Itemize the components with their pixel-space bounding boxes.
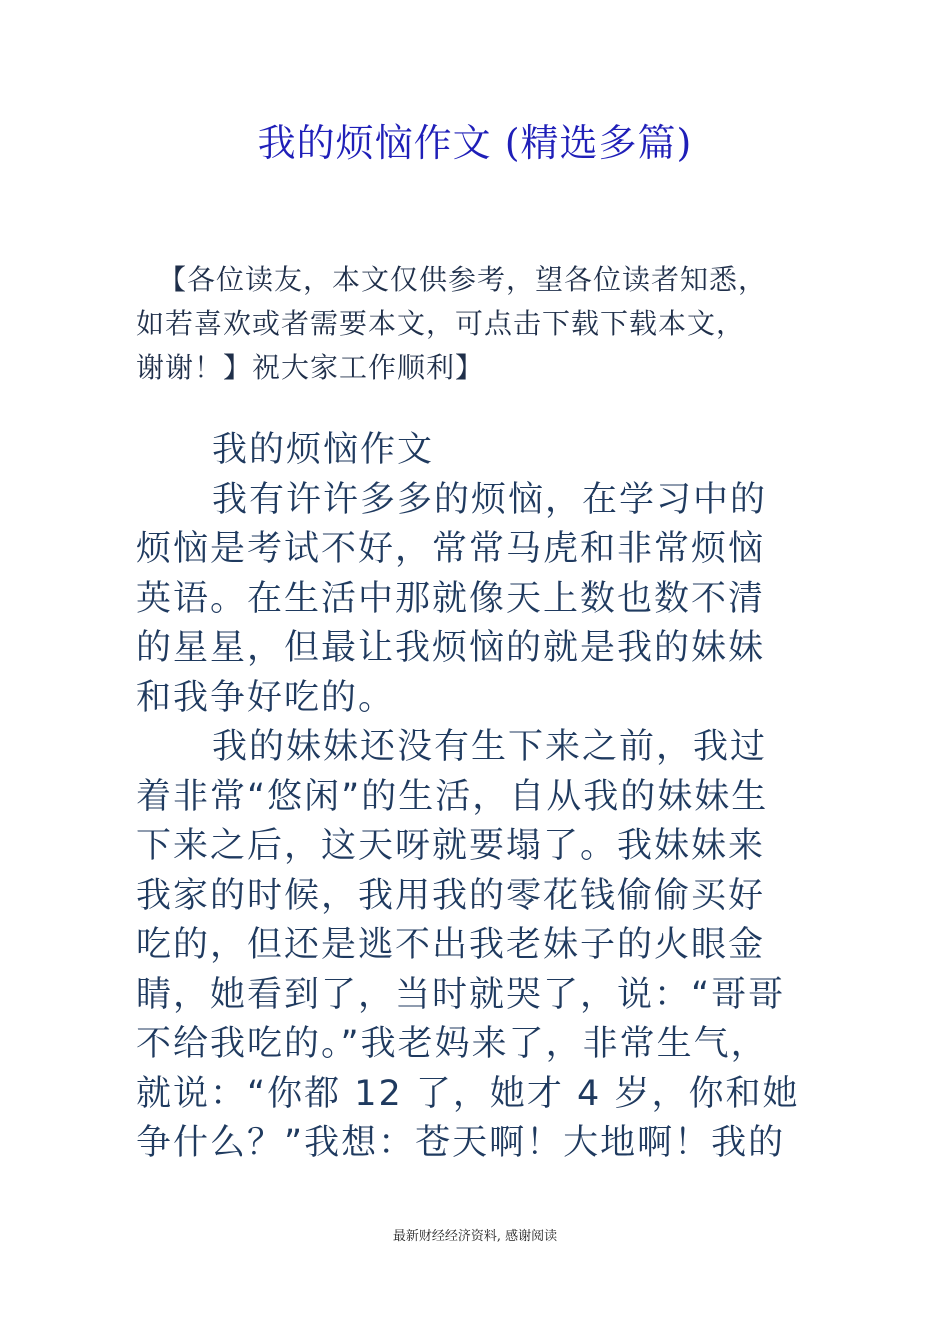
notice-line: 如若喜欢或者需要本文，可点击下载下载本文， xyxy=(136,307,746,340)
document-title: 我的烦恼作文 (精选多篇) xyxy=(257,121,693,165)
paragraph-2-line: 着非常“悠闲”的生活，自从我的妹妹生 xyxy=(136,776,769,817)
page-footer: 最新财经经济资料, 感谢阅读 xyxy=(392,1229,558,1244)
paragraph-2-line: 吃的，但还是逃不出我老妹子的火眼金 xyxy=(136,925,766,965)
paragraph-2-line: 争什么？”我想：苍天啊！大地啊！我的 xyxy=(136,1123,786,1163)
notice-line: 【各位读友，本文仅供参考，望各位读者知悉， xyxy=(158,263,768,296)
paragraph-2-line: 睛，她看到了，当时就哭了，说：“哥哥 xyxy=(136,974,786,1015)
paragraph-2-line: 不给我吃的。”我老妈来了，非常生气， xyxy=(136,1024,768,1064)
paragraph-1-line: 和我争好吃的。 xyxy=(136,677,396,718)
paragraph-2-line: 就说：“你都 12 了，她才 4 岁，你和她 xyxy=(136,1073,800,1114)
paragraph-2-line: 下来之后，这天呀就要塌了。我妹妹来 xyxy=(136,826,766,866)
paragraph-1-line: 英语。在生活中那就像天上数也数不清 xyxy=(136,578,766,619)
essay-body xyxy=(136,426,836,1169)
paragraph-2-line: 我的妹妹还没有生下来之前，我过 xyxy=(212,727,768,767)
paragraph-2-line: 我家的时候，我用我的零花钱偷偷买好 xyxy=(136,875,766,916)
notice-line: 谢谢！】祝大家工作顺利】 xyxy=(136,351,485,384)
paragraph-1-line: 烦恼是考试不好，常常马虎和非常烦恼 xyxy=(136,529,766,569)
reader-notice xyxy=(136,258,836,390)
essay-heading: 我的烦恼作文 xyxy=(212,430,435,470)
paragraph-1-line: 的星星，但最让我烦恼的就是我的妹妹 xyxy=(136,628,766,668)
paragraph-1-line: 我有许许多多的烦恼，在学习中的 xyxy=(212,479,768,520)
